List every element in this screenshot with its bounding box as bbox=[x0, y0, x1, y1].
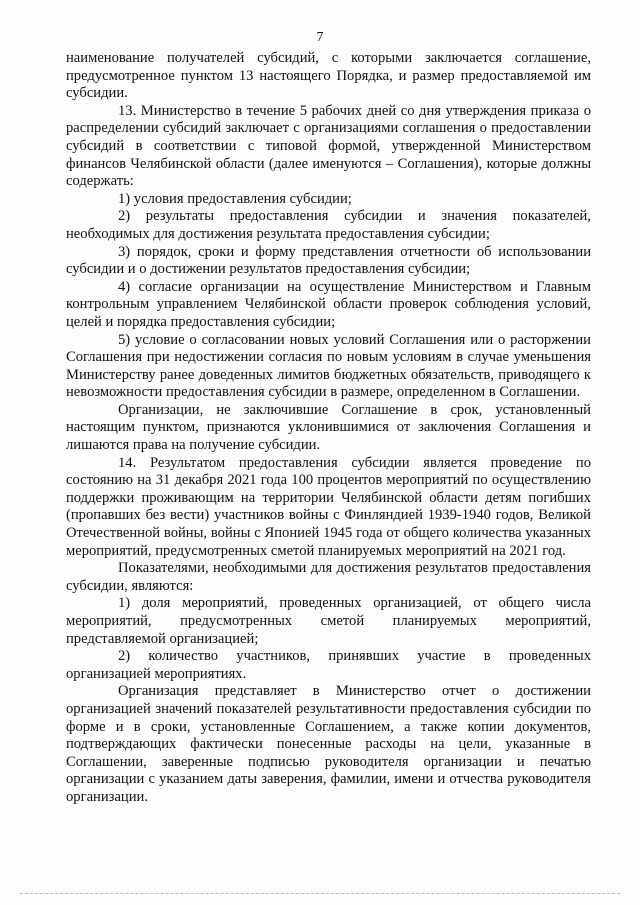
paragraph-clause-14: 14. Результатом предоставления субсидии является проведение по состоянию на 31 декабря 2021 года 100 процентов мероприятий по осуществлению поддержки проживающим на территории Челябинской области детям погибших (пропавших без вести) участников войны с Финляндией 1939-1940 годов, Великой Отечественной войны, войны с Японией 1945 года от общего количества указанных мероприятий, предусмотренных сметой планируемых мероприятий на 2021 год. bbox=[66, 454, 591, 559]
paragraph-indicators-intro: Показателями, необходимыми для достижения результатов предоставления субсидии, являются: bbox=[66, 560, 591, 594]
paragraph-report: Организация представляет в Министерство отчет о достижении организацией значений показателей результативности предоставления субсидии по форме и в сроки, установленные Соглашением, а также копии документов, подтверждающих фактически понесенные расходы на цели, указанные в Соглашении, заверенные подписью руководителя организации и печатью организации с указанием даты заверения, фамилии, имени и отчества руководителя организации. bbox=[66, 683, 591, 805]
indicator-item-2: 2) количество участников, принявших участие в проведенных организацией мероприятиях. bbox=[66, 648, 591, 682]
paragraph-unsigned-organizations: Организации, не заключившие Соглашение в срок, установленный настоящим пунктом, признаются уклонившимися от заключения Соглашения и лишаются права на получение субсидии. bbox=[66, 401, 591, 454]
list-item-2: 2) результаты предоставления субсидии и значения показателей, необходимых для достижения результата предоставления субсидии; bbox=[66, 208, 591, 242]
list-item-5: 5) условие о согласовании новых условий Соглашения или о расторжении Соглашения при недостижении согласия по новым условиям в случае уменьшения Министерству ранее доведенных лимитов бюджетных обязательств, приводящего к невозможности предоставления субсидии в размере, определенном в Соглашении. bbox=[66, 331, 591, 401]
list-item-4: 4) согласие организации на осуществление Министерством и Главным контрольным управлением Челябинской области проверок соблюдения условий, целей и порядка предоставления субсидии; bbox=[66, 278, 591, 330]
list-item-1: 1) условия предоставления субсидии; bbox=[118, 190, 352, 207]
paragraph-continuation: наименование получателей субсидий, с которыми заключается соглашение, предусмотренное пунктом 13 настоящего Порядка, и размер предоставляемой им субсидии. bbox=[66, 50, 591, 102]
indicator-item-1: 1) доля мероприятий, проведенных организацией, от общего числа мероприятий, предусмотренных сметой планируемых мероприятий, представляемой организацией; bbox=[66, 595, 591, 647]
bottom-rule bbox=[20, 893, 620, 894]
paragraph-clause-13: 13. Министерство в течение 5 рабочих дней со дня утверждения приказа о распределении субсидий заключает с организациями соглашения о предоставлении субсидий в соответствии с типовой формой, утвержденной Министерством финансов Челябинской области (далее именуются – Соглашения), которые должны содержать: bbox=[66, 102, 591, 190]
page-number: 7 bbox=[316, 30, 324, 45]
list-item-3: 3) порядок, сроки и форму представления отчетности об использовании субсидии и о достижении результатов предоставления субсидии; bbox=[66, 243, 591, 278]
document-body bbox=[66, 50, 591, 807]
